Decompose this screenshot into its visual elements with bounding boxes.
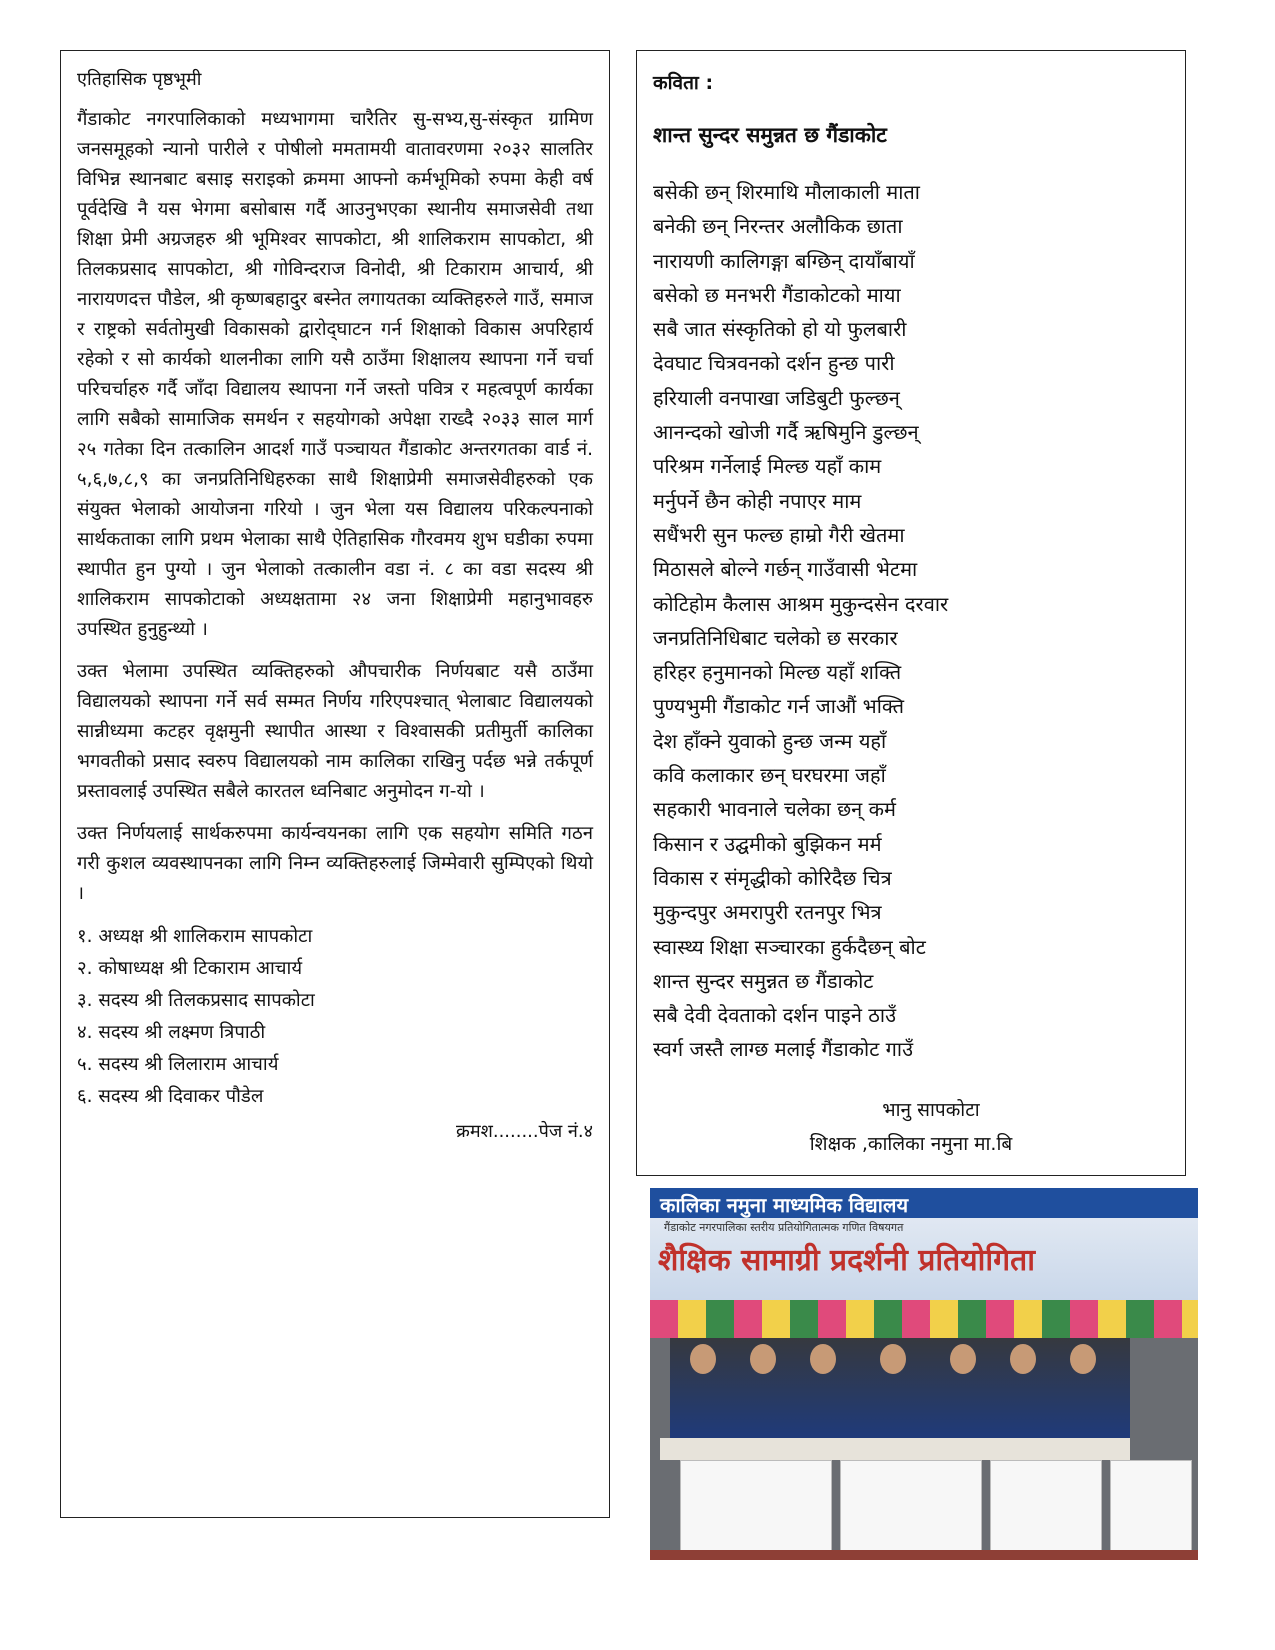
math-poster — [990, 1460, 1102, 1556]
author-name: भानु सापकोटा — [882, 1098, 980, 1121]
poem-body — [653, 175, 1169, 1067]
poem-line: जनप्रतिनिधिबाट चलेको छ सरकार — [653, 625, 898, 650]
banner-title: शैक्षिक सामाग्री प्रदर्शनी प्रतियोगिता — [658, 1243, 1035, 1278]
poem-line: मर्नुपर्ने छैन कोही नपाएर माम — [653, 488, 862, 513]
poem-line: मिठासले बोल्ने गर्छन् गाउँवासी भेटमा — [653, 557, 918, 582]
poem-line: नारायणी कालिगङ्गा बग्छिन् दायाँबायाँ — [653, 248, 915, 273]
committee-member-list — [77, 921, 593, 1113]
poem-line: बसेको छ मनभरी गैंडाकोटको माया — [653, 282, 901, 307]
poem-line: आनन्दको खोजी गर्दै ऋषिमुनि डुल्छन् — [653, 420, 919, 445]
poem-line: हरियाली वनपाखा जडिबुटी फुल्छन् — [653, 385, 900, 410]
poem-label: कविता : — [653, 72, 714, 94]
math-poster — [1110, 1460, 1192, 1556]
history-paragraph-1: गैंडाकोट नगरपालिकाको मध्यभागमा चारैतिर सु-सभ्य,सु-संस्कृत ग्रामिण जनसमूहको न्यानो पारीले र पोषीलो ममतामयी वातावरणमा २०३२ सालतिर विभिन्न स्थानबाट बसाइ सराइको क्रममा आफ्नो कर्मभूमिको रुपमा केही वर्ष पूर्वदेखि नै यस भेगमा बसोबास गर्दै आउनुभएका स्थानीय समाजसेवी तथा शिक्षा प्रेमी अग्रजहरु श्री भूमिश्वर सापकोटा, श्री शालिकराम सापकोटा, श्री तिलकप्रसाद सापकोटा, श्री गोविन्दराज विनोदी, श्री टिकाराम आचार्य, श्री नारायणदत्त पौडेल, श्री कृष्णबहादुर बस्नेत लगायतका व्यक्तिहरुले गाउँ, समाज र राष्ट्रको सर्वतोमुखी विकासको द्वारोद्‌घाटन गर्न शिक्षाको विकास अपरिहार्य रहेको र सो कार्यको थालनीका लागि यसै ठाउँमा शिक्षालय स्थापना गर्ने चर्चा परिचर्चाहरु गर्दै जाँदा विद्यालय स्थापना गर्ने जस्तो पवित्र र महत्वपूर्ण कार्यका लागि सबैको सामाजिक समर्थन र सहयोगको अपेक्षा राख्दै २०३३ साल मार्ग २५ गतेका दिन तत्कालिन आदर्श गाउँ पञ्चायत गैंडाकोट अन्तरगतका वार्ड नं. ५,६,७,८,९ का जनप्रतिनिधिहरुका साथै शिक्षाप्रेमी समाजसेवीहरुको एक संयुक्त भेलाको आयोजना गरियो । जुन भेला यस विद्यालय परिकल्पनाको सार्थकताका लागि प्रथम भेलाका साथै ऐतिहासिक गौरवमय शुभ घडीका रुपमा स्थापीत हुन पुग्यो । जुन भेलाको तत्कालीन वडा नं. ८ का वडा सदस्य श्री शालिकराम सापकोटाको अध्यक्षतामा २४ जना शिक्षाप्रेमी महानुभावहरु उपस्थित हुनुहुन्थ्यो । — [77, 109, 593, 640]
list-item: ४. सदस्य श्री लक्ष्मण त्रिपाठी — [77, 1022, 266, 1043]
list-item: ६. सदस्य श्री दिवाकर पौडेल — [77, 1086, 264, 1107]
list-item: ५. सदस्य श्री लिलाराम आचार्य — [77, 1054, 279, 1075]
poem-line: बनेकी छन् निरन्तर अलौकिक छाता — [653, 214, 903, 239]
poem-line: स्वर्ग जस्तै लाग्छ मलाई गैंडाकोट गाउँ — [653, 1037, 914, 1062]
math-poster — [680, 1460, 832, 1556]
poem-line: किसान र उद्घमीको बुझिकन मर्म — [653, 831, 882, 856]
poem-line: सधैंभरी सुन फल्छ हाम्रो गैरी खेतमा — [653, 522, 905, 547]
list-item: २. कोषाध्यक्ष श्री टिकाराम आचार्य — [77, 958, 303, 979]
poem-line: शान्त सुन्दर समुन्नत छ गैंडाकोट — [653, 968, 874, 993]
poem-line: कवि कलाकार छन् घरघरमा जहाँ — [653, 763, 886, 788]
history-heading: एतिहासिक पृष्ठभूमी — [77, 69, 202, 90]
history-paragraph-3: उक्त निर्णयलाई सार्थकरुपमा कार्यन्वयनका लागि एक सहयोग समिति गठन गरी कुशल व्यवस्थापनका लागि निम्न व्यक्तिहरुलाई जिम्मेवारी सुम्पिएको थियो । — [77, 823, 593, 904]
poem-line: देवघाट चित्रवनको दर्शन हुन्छ पारी — [653, 351, 895, 376]
photo-banner — [650, 1188, 1198, 1300]
list-item: ३. सदस्य श्री तिलकप्रसाद सापकोटा — [77, 990, 315, 1011]
poem-line: हरिहर हनुमानको मिल्छ यहाँ शक्ति — [653, 660, 902, 685]
students-group — [670, 1338, 1130, 1438]
poem-line: बसेकी छन् शिरमाथि मौलाकाली माता — [653, 180, 920, 204]
poem-line: परिश्रम गर्नेलाई मिल्छ यहाँ काम — [653, 454, 882, 479]
author-title: शिक्षक ,कालिका नमुना मा.बि — [809, 1132, 1013, 1155]
list-item: १. अध्यक्ष श्री शालिकराम सापकोटा — [77, 926, 313, 947]
history-paragraph-2: उक्त भेलामा उपस्थित व्यक्तिहरुको औपचारीक निर्णयबाट यसै ठाउँमा विद्यालयको स्थापना गर्ने सर्व सम्मत निर्णय गरिएपश्चात् भेलाबाट विद्यालयको सान्नीध्यमा कटहर वृक्षमुनी स्थापीत आस्था र विश्वासकी प्रतीमुर्ती कालिका भगवतीको प्रसाद स्वरुप विद्यालयको नाम कालिका राखिनु पर्दछ भन्ने तर्कपूर्ण प्रस्तावलाई उपस्थित सबैले कारतल ध्वनिबाट अनुमोदन ग-यो । — [77, 661, 593, 802]
history-section — [60, 50, 610, 1518]
poem-line: स्वास्थ्य शिक्षा सञ्चारका हुर्कदैछन् बोट — [653, 934, 926, 959]
poem-title: शान्त सुन्दर समुन्नत छ गैंडाकोट — [653, 123, 887, 147]
poem-line: देश हाँक्ने युवाको हुन्छ जन्म यहाँ — [653, 728, 887, 753]
poem-line: सबै देवी देवताको दर्शन पाइने ठाउँ — [653, 1003, 897, 1028]
poem-section — [636, 50, 1186, 1176]
poem-line: पुण्यभुमी गैंडाकोट गर्न जाऔं भक्ति — [653, 694, 905, 719]
display-table — [660, 1438, 1130, 1460]
poem-line: सहकारी भावनाले चलेका छन् कर्म — [653, 797, 896, 822]
poem-line: सबै जात संस्कृतिको हो यो फुलबारी — [653, 317, 907, 342]
tent-decoration — [650, 1300, 1198, 1338]
poem-line: मुकुन्दपुर अमरापुरी रतनपुर भित्र — [653, 900, 882, 925]
math-poster — [840, 1460, 982, 1556]
poem-line: विकास र संमृद्धीको कोरिदैछ चित्र — [653, 865, 892, 890]
banner-subtitle: गैंडाकोट नगरपालिका स्तरीय प्रतियोगितात्मक गणित विषयगत — [664, 1221, 904, 1234]
poem-line: कोटिहोम कैलास आश्रम मुकुन्दसेन दरवार — [653, 591, 949, 616]
banner-school-name: कालिका नमुना माध्यमिक विद्यालय — [660, 1193, 909, 1217]
continued-note: क्रमश........पेज नं.४ — [456, 1121, 593, 1142]
exhibition-photo — [650, 1188, 1198, 1560]
ground-mat — [650, 1550, 1198, 1560]
